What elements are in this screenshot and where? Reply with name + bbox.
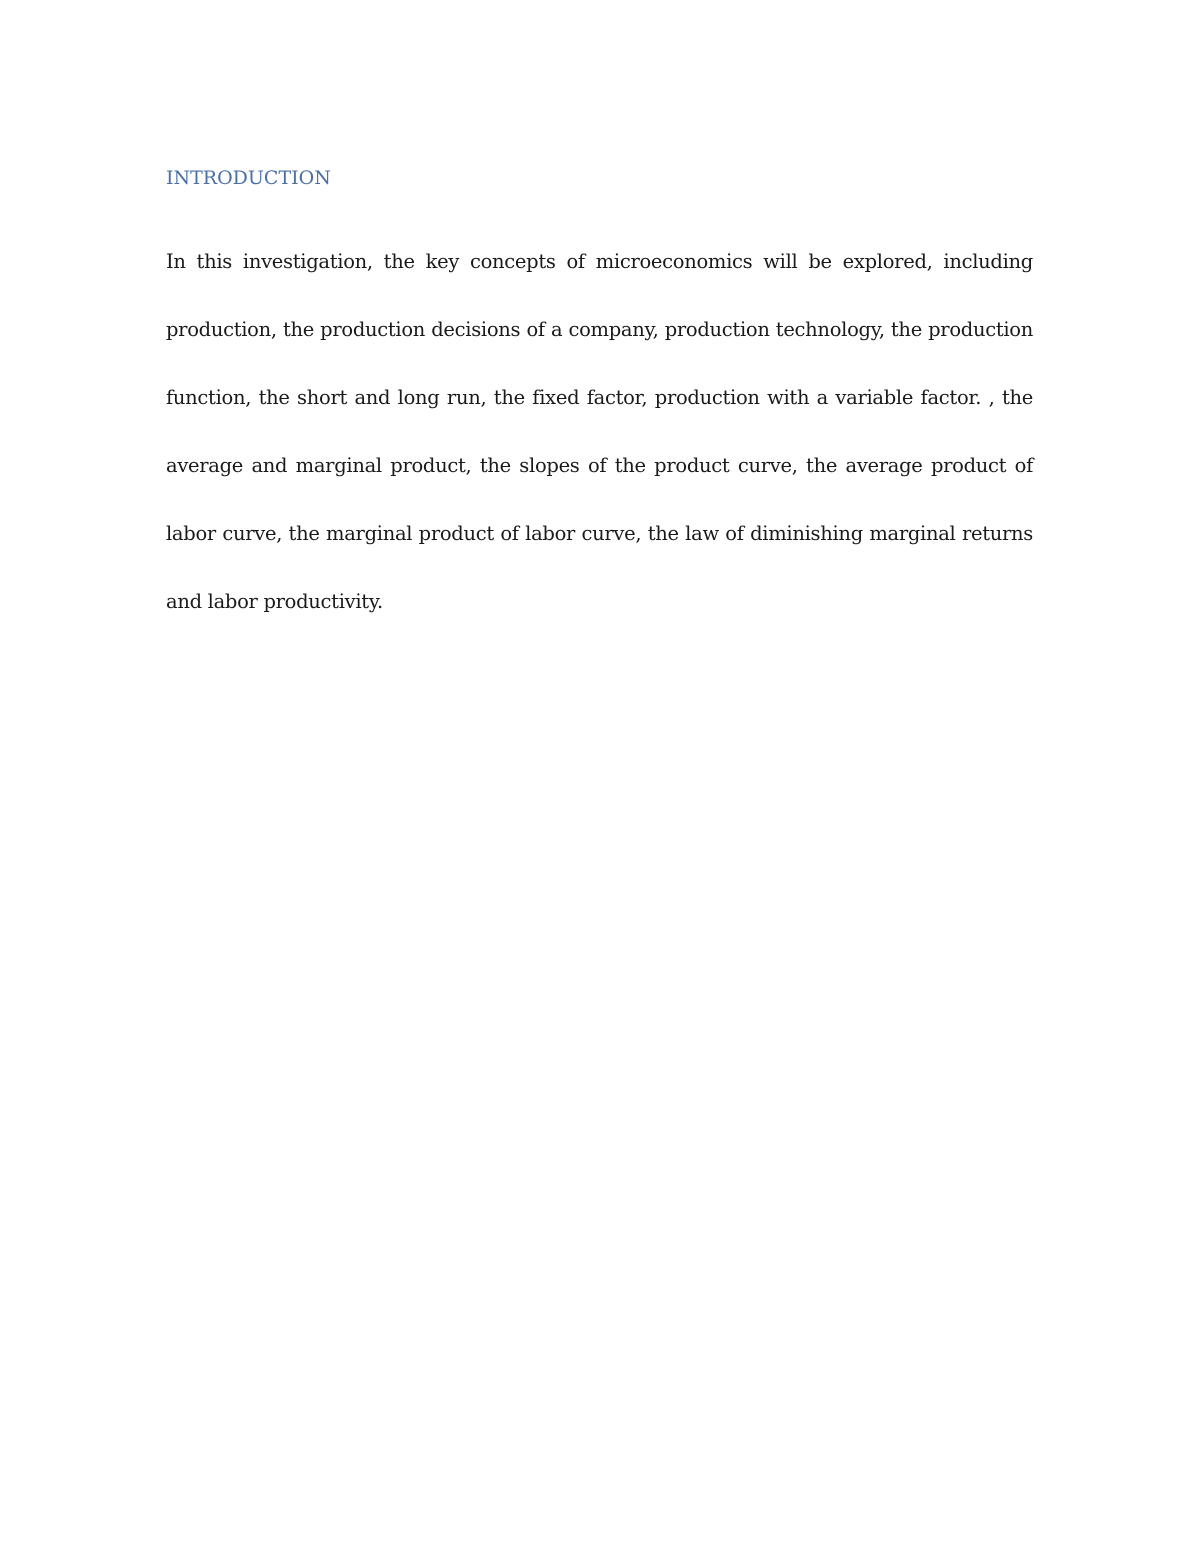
section-heading: INTRODUCTION (166, 167, 331, 189)
intro-paragraph: In this investigation, the key concepts of microeconomics will be explored, including production, the production decisions of a company, production technology, the production function, the short and long run, the fixed factor, production with a variable factor. , the average and marginal product, the slopes of the product curve, the average product of labor curve, the marginal product of labor curve, the law of diminishing marginal returns and labor productivity. (166, 250, 1033, 613)
